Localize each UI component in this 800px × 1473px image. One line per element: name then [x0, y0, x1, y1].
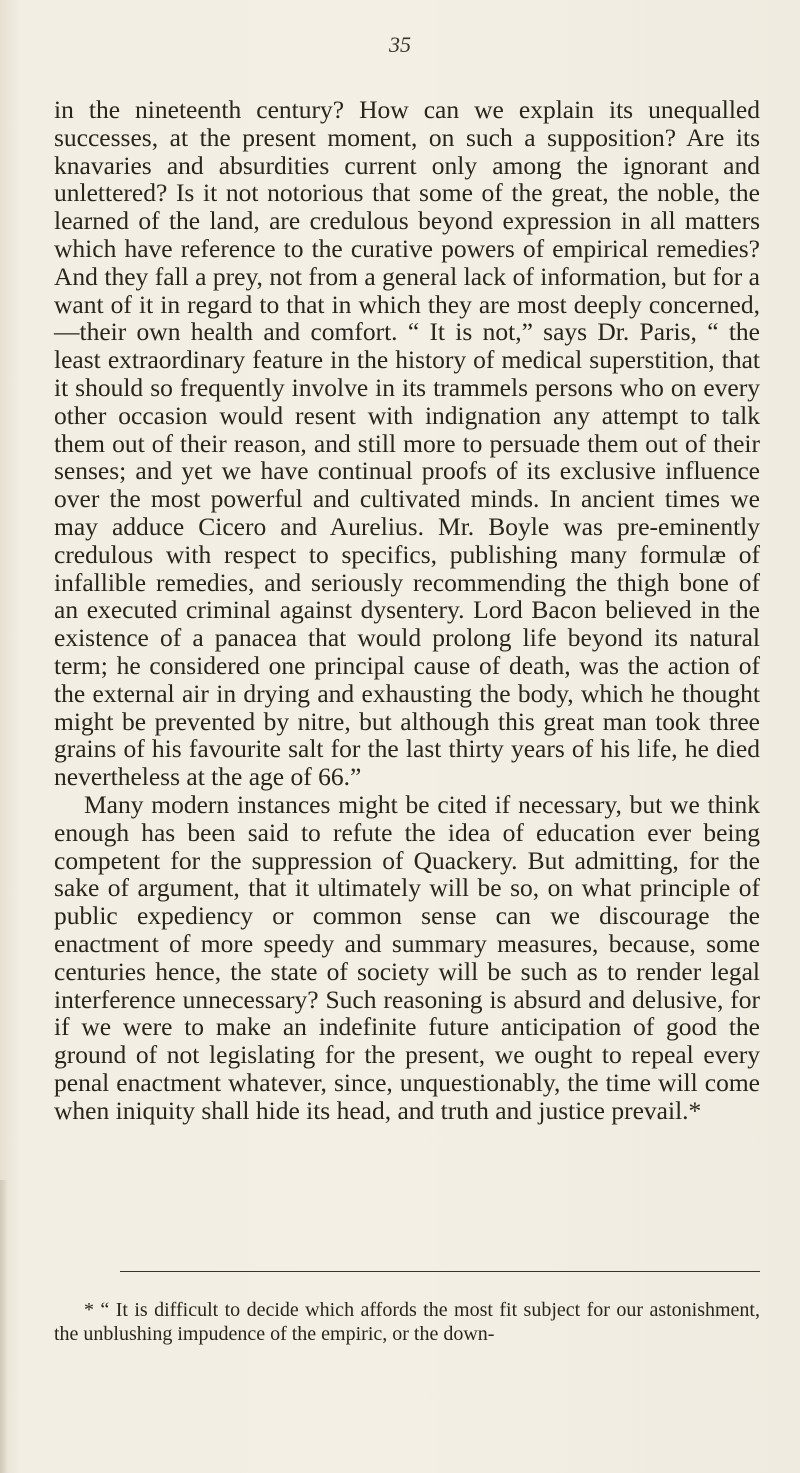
gutter-shadow [0, 1180, 8, 1473]
paragraph-quackery: Many modern instances might be cited if necessary, but we think enough has been said to refute the idea of education ever being competent for the suppression of Quackery. But admitting, for the sake of argument, that it ultimately will be so, on what principle of public expediency or common sense can we discourage the enactment of more speedy and summary measures, because, some centuries hence, the state of society will be such as to render legal interference unnecessary? Such reasoning is absurd and delusive, for if we were to make an indefinite future anticipation of good the ground of not legislating for the present, we ought to repeal every penal enactment whatever, since, unquestionably, the time will come when iniquity shall hide its head, and truth and justice prevail.* [54, 789, 760, 1125]
main-text [54, 96, 760, 1124]
footnote-rule [120, 1271, 760, 1272]
footnote [54, 1298, 760, 1346]
page-number: 35 [389, 32, 411, 57]
paragraph-continued: in the nineteenth century? How can we explain its unequalled successes, at the present moment, on such a supposition? Are its knavaries and absurdities current only among the ignorant and unlettered? Is it not notorious that some of the great, the noble, the learned of the land, are credulous beyond expression in all matters which have reference to the curative powers of empirical remedies? And they fall a prey, not from a general lack of information, but for a want of it in regard to that in which they are most deeply concerned,—their own health and comfort. “ It is not,” says Dr. Paris, “ the least extraordinary feature in the history of medical superstition, that it should so frequently involve in its trammels persons who on every other occasion would resent with indignation any attempt to talk them out of their reason, and still more to persuade them out of their senses; and yet we have continual proofs of its exclusive influence over the most powerful and cultivated minds. In ancient times we may adduce Cicero and Aurelius. Mr. Boyle was pre-eminently credulous with respect to specifics, publishing many formulæ of infallible remedies, and seriously recommending the thigh bone of an executed criminal against dysentery. Lord Bacon believed in the existence of a panacea that would prolong life beyond its natural term; he considered one principal cause of death, was the action of the external air in drying and exhausting the body, which he thought might be prevented by nitre, but although this great man took three grains of his favourite salt for the last thirty years of his life, he died nevertheless at the age of 66.” [54, 95, 760, 792]
footnote-text: * “ It is difficult to decide which affords the most fit subject for our astonishment, the unblushing impudence of the empiric, or the down- [54, 1299, 760, 1345]
